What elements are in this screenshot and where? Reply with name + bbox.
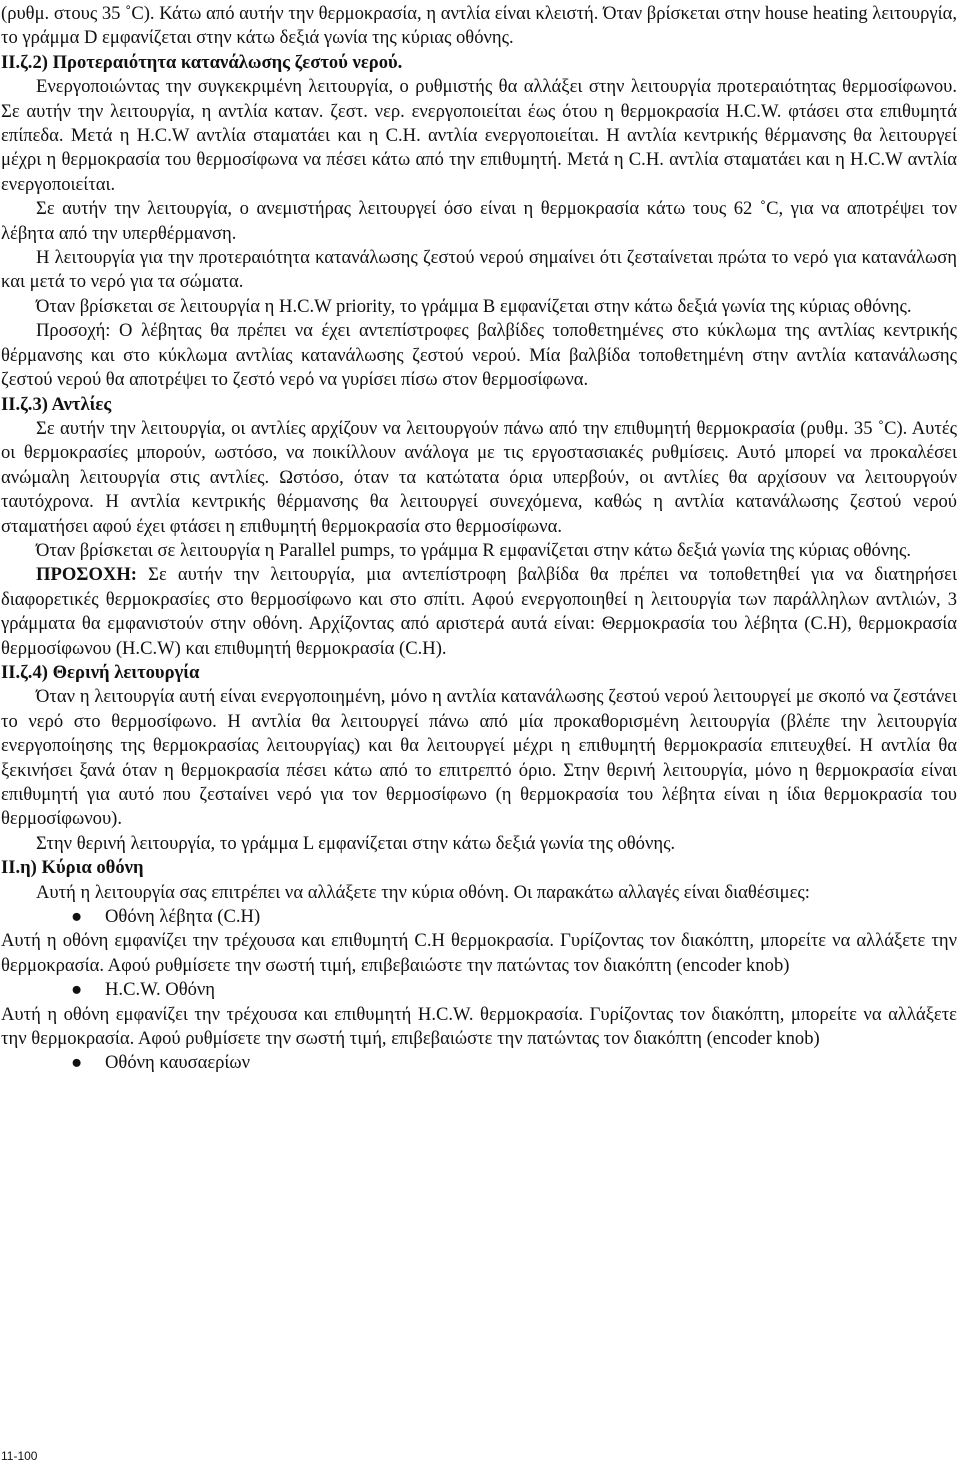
list-item-label: Οθόνη λέβητα (C.H) bbox=[105, 906, 261, 928]
document-body bbox=[1, 2, 957, 1076]
paragraph: Σε αυτήν την λειτουργία, ο ανεμιστήρας λειτουργεί όσο είναι η θερμοκρασία κάτω τους 62 ˚C, για να αποτρέψει τον λέβητα από την υπερθέρμανση. bbox=[1, 198, 957, 244]
paragraph: Αυτή η οθόνη εμφανίζει την τρέχουσα και επιθυμητή H.C.W. θερμοκρασία. Γυρίζοντας τον διακόπτη, μπορείτε να αλλάξετε την θερμοκρασία. Αφού ρυθμίσετε την σωστή τιμή, επιβεβαιώστε την πατώντας τον διακόπτη (encoder knob) bbox=[1, 1003, 957, 1050]
list-item-label: H.C.W. Οθόνη bbox=[105, 979, 216, 1001]
bullet-icon: ● bbox=[71, 906, 83, 928]
list-item bbox=[1, 905, 957, 929]
paragraph: Όταν η λειτουργία αυτή είναι ενεργοποιημένη, μόνο η αντλία κατανάλωσης ζεστού νερού λειτουργεί με σκοπό να ζεστάνει το νερό στο θερμοσίφωνο. Η αντλία θα λειτουργεί πάνω από μία προκαθορισμένη λειτουργία (βλέπε την λειτουργία ενεργοποίησης της θερμοκρασίας λειτουργίας) και θα λειτουργεί μέχρι η επιθυμητή θερμοκρασία επιτευχθεί. Η αντλία θα ξεκινήσει ξανά όταν η θερμοκρασία πέσει κάτω από το επιτρεπτό όριο. Στην θερινή λειτουργία, μόνο η θερμοκρασία είναι επιθυμητή για αυτό που ζεσταίνει νερό για τον θερμοσίφωνο (η θερμοκρασία του λέβητα είναι η ίδια θερμοκρασία του θερμοσίφωνου). bbox=[1, 686, 957, 830]
paragraph: Αυτή η λειτουργία σας επιτρέπει να αλλάξετε την κύρια οθόνη. Οι παρακάτω αλλαγές είναι διαθέσιμες: bbox=[36, 881, 810, 903]
warning-text: Σε αυτήν την λειτουργία, μια αντεπίστροφη βαλβίδα θα πρέπει να τοποθετηθεί για να διατηρήσει διαφορετικές θερμοκρασίες στο θερμοσίφωνο και στο σπίτι. Αφού ενεργοποιηθεί η λειτουργία των παράλληλων αντλιών, 3 γράμματα θα εμφανιστούν στην οθόνη. Αρχίζοντας από αριστερά αυτά είναι: Θερμοκρασία του λέβητα (C.H), θερμοκρασία θερμοσίφωνου (H.C.W) και επιθυμητή θερμοκρασία (C.H). bbox=[1, 564, 957, 659]
paragraph: Προσοχή: Ο λέβητας θα πρέπει να έχει αντεπίστροφες βαλβίδες τοποθετημένες στο κύκλωμα της αντλίας κεντρικής θέρμανσης και στο κύκλωμα αντλίας κατανάλωσης ζεστού νερού. Μία βαλβίδα τοποθετημένη στην αντλία κατανάλωσης ζεστού νερού θα αποτρέψει το ζεστό νερό να γυρίσει πίσω στον θερμοσίφωνα. bbox=[1, 320, 957, 391]
paragraph: Αυτή η οθόνη εμφανίζει την τρέχουσα και επιθυμητή C.H θερμοκρασία. Γυρίζοντας τον διακόπτη, μπορείτε να αλλάξετε την θερμοκρασία. Αφού ρυθμίσετε την σωστή τιμή, επιβεβαιώστε την πατώντας τον διακόπτη (encoder knob) bbox=[1, 930, 957, 976]
paragraph: Όταν βρίσκεται σε λειτουργία η Parallel pumps, το γράμμα R εμφανίζεται στην κάτω δεξιά γωνία της κύριας οθόνης. bbox=[36, 539, 911, 561]
paragraph: Σε αυτήν την λειτουργία, οι αντλίες αρχίζουν να λειτουργούν πάνω από την επιθυμητή θερμοκρασία (ρυθμ. 35 ˚C). Αυτές οι θερμοκρασίες μπορούν, ωστόσο, να ποικίλλουν ανάλογα με τις εργοστασιακές ρυθμίσεις. Αυτό μπορεί να προκαλέσει ανώμαλη λειτουργία στις αντλίες. Ωστόσο, όταν τα κατώτατα όρια υπερβούν, οι αντλίες θα αρχίσουν να λειτουργούν ταυτόχρονα. Η αντλία κεντρικής θέρμανσης θα λειτουργεί συνεχόμενα, καθώς η αντλία κατανάλωσης ζεστού νερού σταματήσει αφού έχει φτάσει η επιθυμητή θερμοκρασία στο θερμοσίφωνα. bbox=[1, 417, 957, 537]
section-heading-summer: ΙΙ.ζ.4) Θερινή λειτουργία bbox=[1, 661, 200, 683]
section-heading-pumps: ΙΙ.ζ.3) Αντλίες bbox=[1, 393, 112, 415]
bullet-icon: ● bbox=[71, 1052, 83, 1074]
intro-paragraph: (ρυθμ. στους 35 ˚C). Κάτω από αυτήν την θερμοκρασία, η αντλία είναι κλειστή. Όταν βρίσκεται στην house heating λειτουργία, το γράμμα D εμφανίζεται στην κάτω δεξιά γωνία της κύριας οθόνης. bbox=[1, 3, 957, 49]
page-number: 11-100 bbox=[1, 1449, 38, 1463]
section-heading-main-screen: ΙΙ.η) Κύρια οθόνη bbox=[1, 857, 144, 879]
warning-paragraph bbox=[1, 563, 957, 661]
paragraph: Η λειτουργία για την προτεραιότητα κατανάλωσης ζεστού νερού σημαίνει ότι ζεσταίνεται πρώτα το νερό για κατανάλωση και μετά το νερό για τα σώματα. bbox=[1, 247, 957, 293]
section-heading-hcw-priority: ΙΙ.ζ.2) Προτεραιότητα κατανάλωσης ζεστού νερού. bbox=[1, 51, 403, 73]
paragraph: Ενεργοποιώντας την συγκεκριμένη λειτουργία, ο ρυθμιστής θα αλλάξει στην λειτουργία προτεραιότητας θερμοσίφωνου. Σε αυτήν την λειτουργία, η αντλία καταν. ζεστ. νερ. ενεργοποιείται έως ότου η θερμοκρασία H.C.W. φτάσει στα επιθυμητά επίπεδα. Μετά η H.C.W αντλία σταματάει και η C.H. αντλία ενεργοποιείται. Η αντλία κεντρικής θέρμανσης θα λειτουργεί μέχρι η θερμοκρασία του θερμοσίφωνα να πέσει κάτω από την επιθυμητή. Μετά η C.H. αντλία σταματάει και η H.C.W αντλία ενεργοποιείται. bbox=[1, 76, 957, 195]
list-item bbox=[1, 1051, 957, 1075]
paragraph: Στην θερινή λειτουργία, το γράμμα L εμφανίζεται στην κάτω δεξιά γωνία της οθόνης. bbox=[36, 832, 676, 854]
warning-label: ΠΡΟΣΟΧΗ: bbox=[36, 564, 137, 586]
paragraph: Όταν βρίσκεται σε λειτουργία η H.C.W priority, το γράμμα Β εμφανίζεται στην κάτω δεξιά γωνία της κύριας οθόνης. bbox=[36, 295, 912, 317]
bullet-icon: ● bbox=[71, 979, 83, 1001]
list-item bbox=[1, 978, 957, 1002]
list-item-label: Οθόνη καυσαερίων bbox=[105, 1052, 251, 1074]
